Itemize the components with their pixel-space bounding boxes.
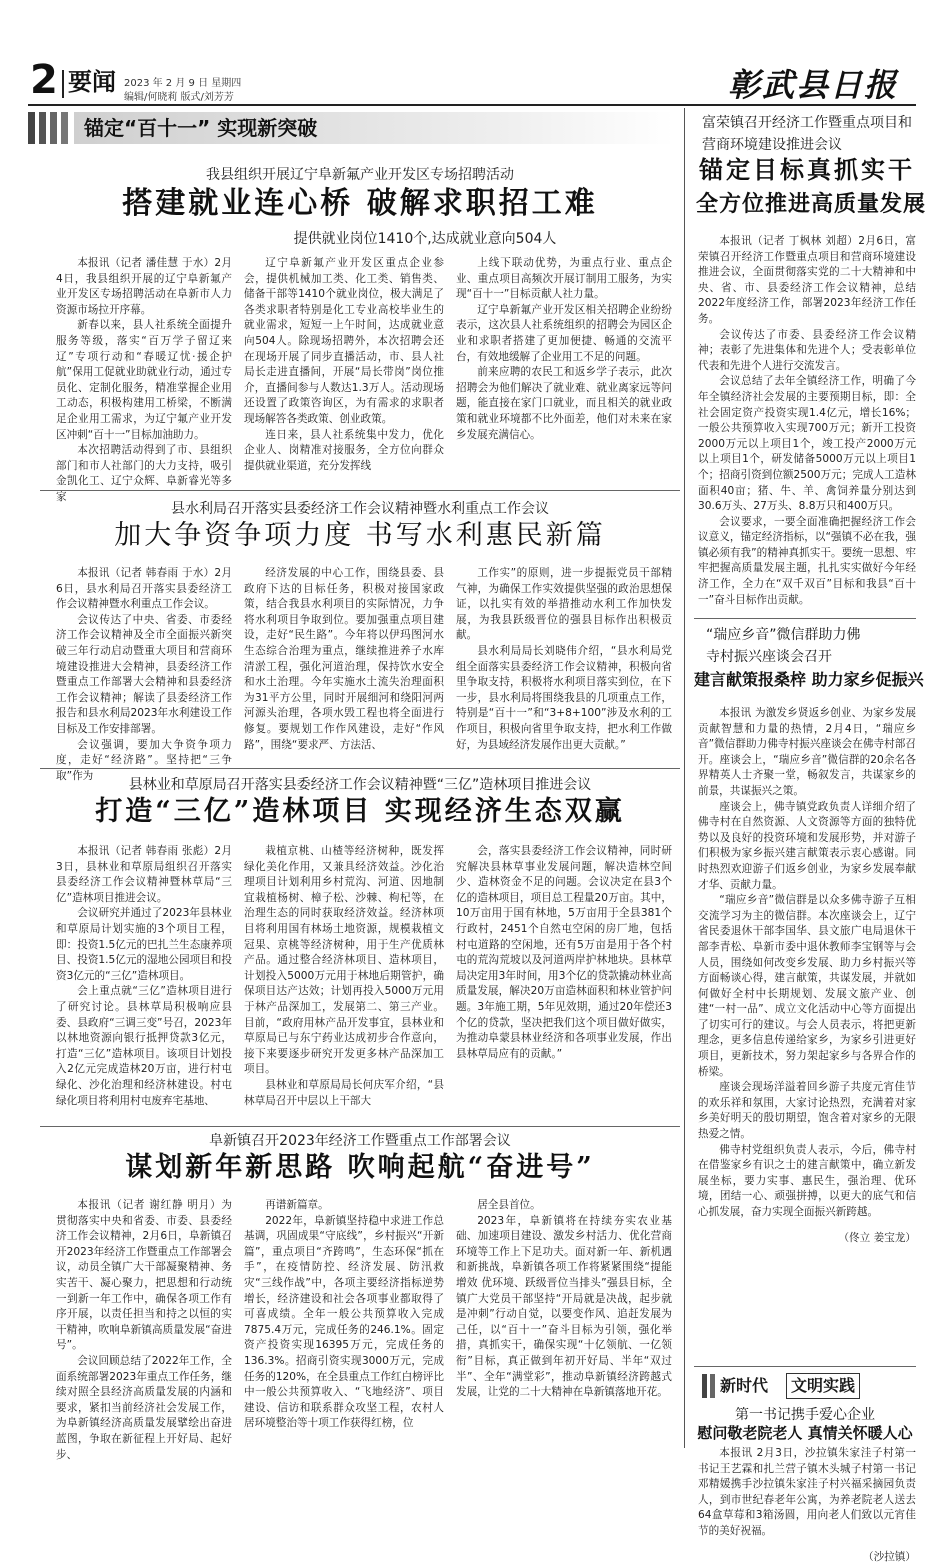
right-2-title: 建言献策报桑梓 助力家乡促振兴 [694, 670, 924, 689]
article-4-col-3 [456, 1198, 672, 1460]
issue-date: 2023 年 2 月 9 日 星期四 [124, 78, 242, 89]
right-3-kicker: 第一书记携手爱心企业 [735, 1407, 875, 1423]
right-2-body [698, 706, 916, 1262]
article-2-col-1-para-3: 会议强调，要加大争资争项力度，走好“经济路”。坚持把“三争取”作为 [56, 738, 232, 782]
article-1-subtitle: 提供就业岗位1410个,达成就业意向504人 [293, 231, 557, 247]
right-3-para-1: 本报讯 2月3日，沙拉镇朱家洼子村第一书记王艺霖和扎兰营子镇木头城子村第一书记邓精媛携手沙拉镇朱家洼子村兴福采摘园负责人，到市世纪春老年公寓，为养老院老人送去64盒草莓和3箱汤圆，用向老人们致以元宵佳节的美好祝福。 [698, 1447, 916, 1537]
masthead-rule [28, 104, 916, 106]
right-3-title: 慰问敬老院老人 真情关怀暖人心 [697, 1424, 913, 1442]
right-1-para-1: 本报讯（记者 丁枫林 刘超）2月6日，富荣镇召开经济工作暨重点项目和营商环境建设推进会议，全面贯彻落实党的二十大精神和中央、省、市、县委经济工作会议精神，总结2022年度经济工作，部署2023年经济工作任务。 [698, 235, 916, 325]
right-3-byline: （沙拉镇） [863, 1551, 916, 1564]
article-3-col-1-para-1: 本报讯（记者 韩春雨 张彪）2月3日，县林业和草原局组织召开落实县委经济工作会议精神暨林草局“三亿”造林项目推进会议。 [56, 845, 232, 904]
article-3-col-2-para-1: 栽植京桃、山楂等经济树种，既发挥绿化美化作用，又兼具经济效益。沙化治理项目计划利用乡村荒沟、河道、因地制宜栽植杨树、樟子松、沙棘、枸杞等，在治理生态的同时获取经济效益。经济林项目将利用国有林场土地资源，规模栽植文冠果、京桃等经济树种，用于生产优质林产品。通过整合经济林项目、造林项目，计划投入5000万元用于林地后期管护，确保项目达产达效；计划再投入5000万元用于林产品深加工，发展第二、第三产业。目前，“政府用林产品开发事宜，县林业和草原局已与东宁药业达成初步合作意向，接下来要逐步研究开发更多林产品深加工项目。 [244, 845, 444, 1076]
article-2-col-2-para-1: 经济发展的中心工作，围绕县委、县政府下达的目标任务，积极对接国家政策，结合我县水利项目的实际情况，力争将水利项目争取到位。要加强重点项目建设，走好“民生路”。今年将以伊玛图河水生态综合治理为重点，继续推进养子水库清淤工程，强化河道治理，保持饮水安全和水土治理。今年实施水土流失治理面积为31平方公里，同时开展细河和绕阳河两河源头治理，各项水毁工程也将全面进行修复。要规划工作作风建设，走好“作风路”，围绕“要求严、方法活、 [244, 567, 444, 751]
newspaper-logo: 彰武县日报 [728, 66, 899, 104]
article-3-col-3 [456, 844, 672, 1122]
masthead-divider [62, 70, 64, 98]
article-3-kicker: 县林业和草原局召开落实县委经济工作会议精神暨“三亿”造林项目推进会议 [128, 777, 592, 793]
article-2-col-1 [56, 566, 232, 782]
page-number: 2 [30, 57, 58, 103]
editors-line: 编辑/何晓莉 版式/刘芳芳 [124, 92, 234, 103]
article-4-col-2 [244, 1198, 444, 1460]
article-2-kicker: 县水利局召开落实县委经济工作会议精神暨水利重点工作会议 [171, 501, 549, 517]
right-2-rule [694, 1366, 916, 1367]
article-1-kicker: 我县组织开展辽宁阜新氟产业开发区专场招聘活动 [206, 167, 514, 183]
article-2-col-1-para-1: 本报讯（记者 韩春雨 于水）2月6日，县水利局召开落实县委经济工作会议精神暨水利重点工作会议。 [56, 567, 232, 611]
article-2-col-3 [456, 566, 672, 762]
article-1-col-3-para-3: 前来应聘的农民工和返乡学子表示，此次招聘会为他们解决了就业难、就业离家远等问题，能直接在家门口就业，而且相关的就业政策和就业环境都不比外面差，他们对未来在家乡发展充满信心。 [456, 366, 672, 441]
article-3-title: 打造“三亿”造林项目 实现经济生态双赢 [95, 796, 625, 827]
column-separator [684, 108, 685, 1448]
right-1-title-line-2: 全方位推进高质量发展 [696, 191, 927, 217]
article-4-col-1 [56, 1198, 232, 1460]
right-2-kicker-line-2: 寺村振兴座谈会召开 [706, 649, 832, 665]
right-2-para-1: 本报讯 为激发乡贤返乡创业、为家乡发展贡献智慧和力量的热情，2月4日，“瑞应乡音”微信群助力佛寺村振兴座谈会在佛寺村部召开。座谈会上，“瑞应乡音”微信群的20余名各界精英人士齐聚一堂，畅叙发言，共谋家乡的前景，共谋振兴之策。 [698, 707, 916, 797]
article-1-col-2-para-2: 连日来，县人社系统集中发力，优化企业人、岗精准对接服务，全方位向群众提供就业渠道，充分发挥线 [244, 428, 444, 472]
article-1-col-1-para-3: 本次招聘活动得到了市、县组织部门和市人社部门的大力支持，吸引金凯化工、辽宁众辉、阜新睿光等多家 [56, 444, 232, 503]
article-4-col-1-para-1: 本报讯（记者 谢红静 明月）为贯彻落实中央和省委、市委、县委经济工作会议精神，2月6日，阜新镇召开2023年经济工作暨重点工作部署会议，动员全镇广大干部凝聚精神、务实苦干、凝心聚力，把思想和行动统一到新一年工作中，确保各项工作有序开展，以责任担当和持之以恒的实干精神，吹响阜新镇高质量发展“奋进号”。 [56, 1199, 232, 1352]
article-3-col-1-para-2: 会议研究并通过了2023年县林业和草原局计划实施的3个项目工程，即：投资1.5亿元的巴扎兰生态康养项目、投资1.5亿元的湿地公园项目和投资3亿元的“三亿”造林项目。 [56, 907, 232, 982]
article-1-col-2 [244, 256, 444, 486]
article-3-col-1-para-3: 会上重点就“三亿”造林项目进行了研究讨论。县林草局积极响应县委、县政府“三调三变”号召，2023年以林地资源向银行抵押贷款3亿元，打造“三亿”造林项目。该项目计划投入2亿元完成造林20万亩，进行村屯绿化、沙化治理和经济林建设。村屯绿化项目将利用村屯废弃宅基地、 [56, 985, 232, 1107]
right-1-kicker-line-2: 营商环境建设推进会议 [702, 137, 842, 153]
section-name: 要闻 [68, 68, 116, 96]
article-1-col-1 [56, 256, 232, 503]
article-4-col-2-para-1: 再谱新篇章。 [265, 1199, 329, 1211]
article-4-col-3-para-1: 居全县首位。 [477, 1199, 541, 1211]
civilization-section-header [702, 1372, 916, 1400]
banner-title: 锚定“百十一” 实现新突破 [84, 116, 318, 140]
article-1-col-1-para-2: 新春以来，县人社系统全面提升服务等级，落实“百万学子留辽来辽”专项行动和“春暖辽忧·援企护航”保用工促就业助就业行动，通过专员化、定制化服务，精准掌握企业用工动态，积极构建用工桥梁，不断满足企业用工需求，为辽宁氟产业开发区冲刺“百十一”目标加油助力。 [56, 319, 232, 441]
article-4-title: 谋划新年新思路 吹响起航“奋进号” [125, 1152, 595, 1183]
article-4-col-2-para-2: 2022年，阜新镇坚持稳中求进工作总基调，巩固成果“守底线”，乡村振兴“开新篇”，重点项目“齐跨鸣”，生态环保“抓在手”，在疫情防控、经济发展、防汛救灾“三线作战”中，各项主要经济指标逆势增长，经济建设和社会各项事业都取得了可喜成绩。全年一般公共预算收入完成7875.4万元，完成任务的246.1%。固定资产投资实现16395万元，完成任务的136.3%。招商引资实现3000万元，完成任务的120%，在全县重点工作红白榜评比中一般公共预算收入、“飞地经济”、项目建设、信访和联系群众攻坚工程，农村人居环境整治等十项工作获得红榜，位 [244, 1214, 444, 1430]
article-2-title: 加大争资争项力度 书写水利惠民新篇 [114, 520, 606, 551]
article-4-col-3-para-2: 2023年，阜新镇将在持续夯实农业基础、加速项目建设、激发乡村活力、优化营商环境等工作上下足功夫。面对新一年、新机遇和新挑战，阜新镇各项工作将紧紧围绕“提能增效 优环境、跃级晋位当排头”强县目标，全镇广大党员干部坚持“开局就是决战，起步就是冲刺”行动自觉，以要变作风、追赶发展为己任，以“百十一”奋斗目标为引领，强化举措，真抓实干，确保实现“十亿领航、一亿领衔”目标，真正做到年初开好局、半年“双过半”、全年“满堂彩”，推动阜新镇经济跨越式发展，让党的二十大精神在阜新镇落地开花。 [456, 1214, 672, 1399]
right-1-rule [694, 618, 916, 619]
article-2-col-3-para-1: 工作实”的原则，进一步提振党员干部精气神，为确保工作实效提供坚强的政治思想保证，以扎实有效的举措推动水利工作加快发展，为我县跃级晋位的强县目标作出积极贡献。 [456, 567, 672, 642]
article-1-col-1-para-1: 本报讯（记者 潘佳慧 于水）2月4日，我县组织开展的辽宁阜新氟产业开发区专场招聘活动在阜新市人力资源市场拉开序幕。 [56, 257, 232, 316]
article-3-col-1 [56, 844, 232, 1122]
right-3-body [698, 1446, 916, 1564]
section-label-practice: 文明实践 [786, 1373, 860, 1399]
article-1-title: 搭建就业连心桥 破解求职招工难 [122, 186, 598, 221]
article-2-rule [40, 768, 680, 769]
banner-bars [28, 112, 70, 144]
article-3-col-2-para-2: 县林业和草原局局长何庆军介绍，“县林草局召开中层以上干部大 [244, 1078, 444, 1107]
article-1-col-3-para-1: 上线下联动优势，为重点行业、重点企业、重点项目高频次开展订制用工服务，为实现“百十一”目标贡献人社力量。 [456, 257, 672, 301]
article-2-col-2 [244, 566, 444, 762]
article-1-col-2-para-1: 辽宁阜新氟产业开发区重点企业参会，提供机械加工类、化工类、销售类、储备干部等1410个就业岗位，极大满足了各类求职者特别是化工专业高校毕业生的就业需求，短短一上午时间，达成就业意向504人。除现场招聘外，本次招聘会还在现场开展了同步直播活动，市、县人社局长走进直播间，开展“局长带岗”岗位推介，直播间参与人数达1.3万人。活动现场还设置了政策咨询区，为有需求的求职者现场解答各类政策、创业政策。 [244, 257, 444, 425]
article-1-col-3-para-2: 辽宁阜新氟产业开发区相关招聘企业纷纷表示，这次县人社系统组织的招聘会为园区企业和求职者搭建了更加便捷、畅通的交流平台，有效地缓解了企业用工不足的问题。 [456, 303, 672, 363]
right-2-para-2: 座谈会上，佛寺镇党政负责人详细介绍了佛寺村在自然资源、人文资源等方面的独特优势以及良好的投资环境和发展形势，并对游子们积极为家乡振兴建言献策表示衷心感谢。同时热烈欢迎游子们返乡创业，为家乡发展奉献才华、贡献力量。 [698, 800, 916, 891]
section-label-new-era: 新时代 [720, 1376, 769, 1395]
right-2-para-4: 座谈会现场洋溢着回乡游子共度元宵佳节的欢乐祥和氛围，大家讨论热烈，充满着对家乡美好明天的殷切期望，饱含着对家乡的无限热爱之情。 [698, 1081, 916, 1141]
article-1-col-3 [456, 256, 672, 486]
right-1-para-3: 会议总结了去年全镇经济工作，明确了今年全镇经济社会发展的主要预期目标，即：全社会固定资产投资实现1.4亿元，增长16%；一般公共预算收入实现700万元；新开工投资2000万元以上项目1个，竣工投产2000万元以上项目1个，研发储备5000万元以上项目1个；招商引资到位额2500万元；完成人工造林面积40亩；猪、牛、羊、禽饲养量分别达到30.6万头、27万头、8.8万只和400万只。 [698, 375, 916, 513]
right-1-body [698, 234, 916, 614]
article-3-col-3-para-1: 会，落实县委经济工作会议精神，同时研究解决县林草事业发展问题，解决造林空间少、造林资金不足的问题。会议决定在县3个亿的造林项目，项目总工程量20万亩。其中，10万亩用于国有林地，5万亩用于全县381个行政村，2451个自然屯空闲的房厂地，包括村屯道路的空闲地，还有5万亩是用于各个村屯的荒沟荒坡以及河道两岸护林地块。县林草局决定用3年时间，用3个亿的贷款撬动林业高质量发展，解决20万亩造林面积和林业管护问题。3年施工期，5年见效期，通过20年偿还3个亿的贷款，坚决把我们这个项目做好做实，为推动阜蒙县林业经济和各项事业发展，作出县林草局应有的贡献。” [456, 845, 672, 1060]
right-1-title-line-1: 锚定目标真抓实干 [699, 155, 915, 184]
article-2-col-1-para-2: 会议传达了中央、省委、市委经济工作会议精神及全市全面振兴新突破三年行动启动暨重大项目和营商环境建设推进大会精神，县委经济工作暨重点工作部署大会精神和县委经济工作会议精神；解读了县委经济工作报告和县水利局2023年水利建设工作目标及工作安排部署。 [56, 613, 232, 735]
right-1-para-4: 会议要求，一要全面准确把握经济工作会议意义，锚定经济指标，以“强镇不必在我，强镇必须有我”的精神真抓实干。要统一思想、牢牢把握高质量发展主题，扎扎实实做好今年经济工作，全力在“双千双百”目标和我县“百十一”奋斗目标作出贡献。 [698, 515, 916, 606]
article-2-col-3-para-2: 县水利局局长刘晓伟介绍，“县水利局党组全面落实县委经济工作会议精神，积极向省里争取支持，积极将水利项目落实到位，在下一步，县水利局将围绕我县的几项重点工作，特别是“百十一”和“3+8+100”涉及水利的工作项目，积极向省里争取支持，把水利工作做好，为县域经济发展作出更大贡献。” [456, 644, 672, 751]
right-2-byline: （佟立 姜宝龙） [838, 1232, 916, 1245]
article-4-col-1-para-2: 会议回顾总结了2022年工作，全面系统部署2023年重点工作任务，继续对照全县经济高质量发展的内涵和要求，紧扣当前经济社会发展工作，为阜新镇经济高质量发展擘绘出奋进蓝图，争取在新征程上开好局、起好步、 [56, 1354, 232, 1461]
right-1-kicker-line-1: 富荣镇召开经济工作暨重点项目和 [702, 115, 912, 131]
article-1-rule [40, 490, 680, 491]
article-3-rule [40, 1126, 680, 1127]
right-2-para-5: 佛寺村党组织负责人表示，今后，佛寺村在借鉴家乡有识之士的建言献策中，确立新发展坐标，要力实事、惠民生，强治理、优环境，团结一心、顽强拼搏，以更大的底气和信心抓发展，奋力实现全面振兴新跨越。 [698, 1143, 916, 1218]
article-3-col-2 [244, 844, 444, 1122]
right-2-kicker-line-1: “瑞应乡音”微信群助力佛 [706, 627, 861, 643]
article-4-kicker: 阜新镇召开2023年经济工作暨重点工作部署会议 [209, 1133, 511, 1149]
right-1-para-2: 会议传达了市委、县委经济工作会议精神；表彰了先进集体和先进个人；受表彰单位代表和先进个人进行交流发言。 [698, 328, 916, 372]
right-2-para-3: “瑞应乡音”微信群是以众多佛寺游子互相交流学习为主的微信群。本次座谈会上，辽宁省民委退休干部李国华、县文旅广电局退休干部李青松、阜新市委中退休教师李宝钢等与会人员，围绕如何改变乡发展、助力乡村振兴等方面畅谈心得，建言献策，共谋发展，并就如何做好全村中长期规划、发展文旅产业、创建“一村一品”、成立文化活动中心等方面提出了切实可行的建议。与会人员表示，将把更新理念，更多信息传递给家乡，为家乡引进更好项目，更新技术，努力架起家乡与各界合作的桥梁。 [698, 894, 916, 1078]
